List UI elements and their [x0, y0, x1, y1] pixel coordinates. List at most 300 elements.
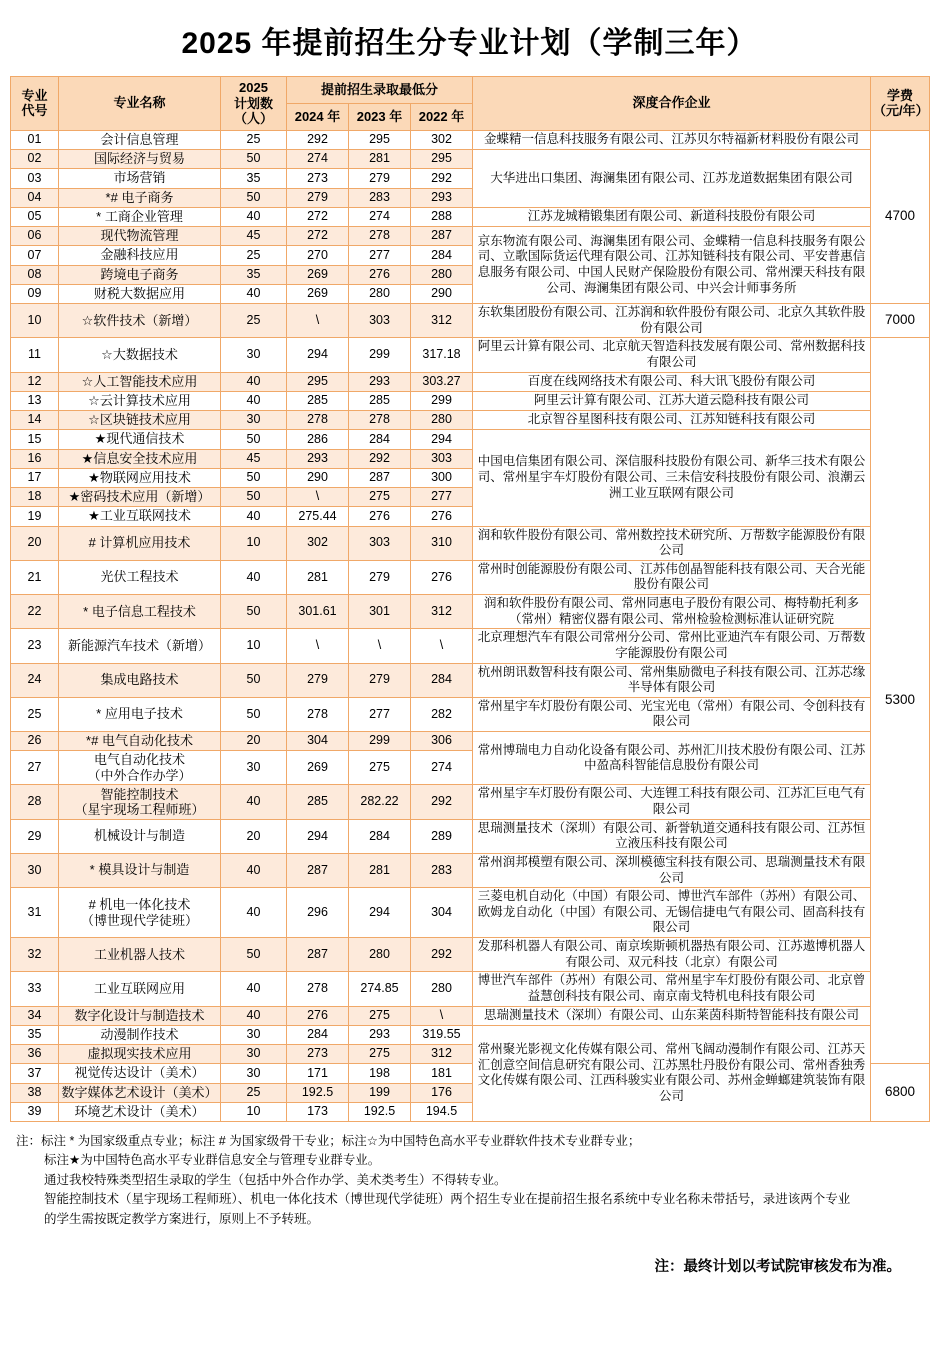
- header-code-line2: 代号: [21, 103, 48, 119]
- cell-plan-count: 30: [221, 1064, 287, 1083]
- cell-company: 杭州朗讯数智科技有限公司、常州集励微电子科技有限公司、江苏芯缘半导体有限公司: [473, 663, 871, 697]
- cell-score-2022: 274: [411, 751, 473, 785]
- cell-company: 百度在线网络技术有限公司、科大讯飞股份有限公司: [473, 372, 871, 391]
- cell-score-2023: 301: [349, 595, 411, 629]
- cell-score-2023: 275: [349, 1045, 411, 1064]
- cell-fee: 4700: [871, 130, 930, 303]
- cell-major-name: 会计信息管理: [59, 130, 221, 149]
- major-name-line2: （中外合作办学）: [87, 767, 192, 783]
- cell-plan-count: 40: [221, 372, 287, 391]
- cell-score-2023: 282.22: [349, 785, 411, 819]
- cell-code: 35: [11, 1025, 59, 1044]
- cell-score-2022: 294: [411, 430, 473, 449]
- cell-plan-count: 20: [221, 732, 287, 751]
- cell-company: 北京智谷星图科技有限公司、江苏知链科技有限公司: [473, 411, 871, 430]
- cell-score-2023: 279: [349, 560, 411, 594]
- cell-score-2023: 283: [349, 188, 411, 207]
- cell-score-2022: 287: [411, 227, 473, 246]
- cell-plan-count: 10: [221, 526, 287, 560]
- cell-score-2024: 273: [287, 169, 349, 188]
- cell-code: 19: [11, 507, 59, 526]
- cell-score-2024: 273: [287, 1045, 349, 1064]
- cell-code: 30: [11, 853, 59, 887]
- cell-code: 32: [11, 938, 59, 972]
- notes-block: [16, 1132, 927, 1229]
- cell-score-2024: 294: [287, 819, 349, 853]
- table-row: [11, 227, 930, 246]
- cell-score-2022: 282: [411, 697, 473, 731]
- cell-major-name: 光伏工程技术: [59, 560, 221, 594]
- cell-score-2024: 278: [287, 411, 349, 430]
- cell-score-2023: 284: [349, 430, 411, 449]
- cell-score-2024: 304: [287, 732, 349, 751]
- table-row: [11, 1006, 930, 1025]
- cell-score-2024: 269: [287, 751, 349, 785]
- cell-score-2022: 312: [411, 304, 473, 338]
- cell-score-2022: 284: [411, 246, 473, 265]
- cell-major-name: 机械设计与制造: [59, 819, 221, 853]
- cell-score-2024: \: [287, 488, 349, 507]
- cell-major-name: ☆区块链技术应用: [59, 411, 221, 430]
- cell-major-name: 市场营销: [59, 169, 221, 188]
- cell-score-2022: 276: [411, 560, 473, 594]
- table-row: [11, 411, 930, 430]
- cell-code: 27: [11, 751, 59, 785]
- cell-score-2023: 280: [349, 284, 411, 303]
- cell-score-2024: 192.5: [287, 1083, 349, 1102]
- cell-fee: 7000: [871, 304, 930, 338]
- cell-score-2023: 281: [349, 853, 411, 887]
- cell-code: 15: [11, 430, 59, 449]
- cell-major-name: 财税大数据应用: [59, 284, 221, 303]
- cell-major-name: ★密码技术应用（新增）: [59, 488, 221, 507]
- cell-score-2023: 285: [349, 391, 411, 410]
- table-row: [11, 130, 930, 149]
- cell-plan-count: 40: [221, 507, 287, 526]
- cell-score-2022: 319.55: [411, 1025, 473, 1044]
- cell-major-name: ★信息安全技术应用: [59, 449, 221, 468]
- cell-score-2022: \: [411, 1006, 473, 1025]
- header-fee: [871, 77, 930, 131]
- header-year-2023: 2023 年: [349, 103, 411, 130]
- cell-major-name: 金融科技应用: [59, 246, 221, 265]
- cell-plan-count: 10: [221, 1102, 287, 1121]
- cell-score-2024: 281: [287, 560, 349, 594]
- cell-major-name: 跨境电子商务: [59, 265, 221, 284]
- cell-score-2022: 317.18: [411, 338, 473, 372]
- cell-score-2022: 312: [411, 1045, 473, 1064]
- cell-plan-count: 40: [221, 1006, 287, 1025]
- cell-score-2023: 303: [349, 526, 411, 560]
- cell-major-name: * 模具设计与制造: [59, 853, 221, 887]
- note-line-5: 的学生需按既定教学方案进行，原则上不予转班。: [44, 1211, 320, 1226]
- cell-code: 37: [11, 1064, 59, 1083]
- cell-score-2022: 312: [411, 595, 473, 629]
- cell-company: 思瑞测量技术（深圳）有限公司、山东莱茵科斯特智能科技有限公司: [473, 1006, 871, 1025]
- cell-score-2022: 310: [411, 526, 473, 560]
- cell-score-2023: 281: [349, 150, 411, 169]
- cell-plan-count: 25: [221, 304, 287, 338]
- cell-plan-count: 40: [221, 284, 287, 303]
- cell-fee: 6800: [871, 1064, 930, 1122]
- cell-plan-count: 50: [221, 150, 287, 169]
- cell-plan-count: 35: [221, 265, 287, 284]
- cell-plan-count: 35: [221, 169, 287, 188]
- table-row: [11, 697, 930, 731]
- cell-company: 大华进出口集团、海澜集团有限公司、江苏龙道数据集团有限公司: [473, 150, 871, 208]
- cell-plan-count: 50: [221, 697, 287, 731]
- table-row: [11, 391, 930, 410]
- cell-score-2022: 280: [411, 411, 473, 430]
- cell-score-2023: 280: [349, 938, 411, 972]
- cell-score-2024: 278: [287, 972, 349, 1006]
- cell-score-2022: 280: [411, 972, 473, 1006]
- cell-major-name: 视觉传达设计（美术）: [59, 1064, 221, 1083]
- cell-plan-count: 50: [221, 663, 287, 697]
- cell-major-name: ☆云计算技术应用: [59, 391, 221, 410]
- cell-score-2022: 176: [411, 1083, 473, 1102]
- cell-score-2023: 279: [349, 663, 411, 697]
- cell-code: 33: [11, 972, 59, 1006]
- cell-plan-count: 50: [221, 938, 287, 972]
- cell-code: 21: [11, 560, 59, 594]
- cell-score-2023: 293: [349, 1025, 411, 1044]
- cell-score-2024: 285: [287, 391, 349, 410]
- cell-score-2023: 293: [349, 372, 411, 391]
- cell-plan-count: 50: [221, 468, 287, 487]
- cell-score-2023: 294: [349, 888, 411, 938]
- major-name-line1: 电气自动化技术: [93, 752, 185, 768]
- cell-score-2023: 284: [349, 819, 411, 853]
- cell-score-2022: 295: [411, 150, 473, 169]
- cell-score-2022: 277: [411, 488, 473, 507]
- cell-plan-count: 40: [221, 888, 287, 938]
- note-line-1: 注：标注 * 为国家级重点专业；标注 # 为国家级骨干专业；标注☆为中国特色高水平专业群软件技术专业群专业；: [16, 1134, 641, 1149]
- table-row: [11, 663, 930, 697]
- cell-major-name: [59, 785, 221, 819]
- cell-code: 36: [11, 1045, 59, 1064]
- cell-major-name: 国际经济与贸易: [59, 150, 221, 169]
- cell-major-name: * 工商企业管理: [59, 207, 221, 226]
- table-row: [11, 629, 930, 663]
- table-row: [11, 732, 930, 751]
- table-row: [11, 1025, 930, 1044]
- footnote: 注：最终计划以考试院审核发布为准。: [654, 1258, 901, 1275]
- table-row: [11, 560, 930, 594]
- cell-company: 常州聚光影视文化传媒有限公司、常州飞阔动漫制作有限公司、江苏天汇创意空间信息研究有限公司、江苏黑牡丹股份有限公司、常州香独秀文化传媒有限公司、江西科骏实业有限公司、苏州金蝉螂建筑装饰有限公司: [473, 1025, 871, 1121]
- cell-code: 20: [11, 526, 59, 560]
- cell-score-2023: 275: [349, 488, 411, 507]
- cell-company: 常州润邦模塑有限公司、深圳模德宝科技有限公司、思瑞测量技术有限公司: [473, 853, 871, 887]
- cell-score-2024: 290: [287, 468, 349, 487]
- cell-score-2024: 287: [287, 853, 349, 887]
- cell-plan-count: 40: [221, 853, 287, 887]
- cell-plan-count: 40: [221, 207, 287, 226]
- cell-score-2022: 292: [411, 785, 473, 819]
- cell-company: 博世汽车部件（苏州）有限公司、常州星宇车灯股份有限公司、北京曾益慧创科技有限公司、南京南戈特机电科技有限公司: [473, 972, 871, 1006]
- table-row: [11, 972, 930, 1006]
- cell-code: 17: [11, 468, 59, 487]
- cell-major-name: *# 电气自动化技术: [59, 732, 221, 751]
- cell-score-2024: 295: [287, 372, 349, 391]
- cell-score-2023: 276: [349, 265, 411, 284]
- cell-code: 05: [11, 207, 59, 226]
- cell-plan-count: 25: [221, 1083, 287, 1102]
- table-row: [11, 207, 930, 226]
- header-year-2022: 2022 年: [411, 103, 473, 130]
- cell-score-2022: 300: [411, 468, 473, 487]
- cell-major-name: ☆大数据技术: [59, 338, 221, 372]
- cell-code: 22: [11, 595, 59, 629]
- cell-score-2022: 303.27: [411, 372, 473, 391]
- cell-code: 14: [11, 411, 59, 430]
- cell-major-name: 工业互联网应用: [59, 972, 221, 1006]
- cell-major-name: ☆软件技术（新增）: [59, 304, 221, 338]
- cell-score-2022: 303: [411, 449, 473, 468]
- cell-code: 03: [11, 169, 59, 188]
- cell-major-name: [59, 751, 221, 785]
- cell-score-2022: 288: [411, 207, 473, 226]
- cell-score-2024: 287: [287, 938, 349, 972]
- table-header: [11, 77, 930, 131]
- cell-score-2024: 171: [287, 1064, 349, 1083]
- cell-code: 34: [11, 1006, 59, 1025]
- cell-code: 11: [11, 338, 59, 372]
- cell-score-2022: 290: [411, 284, 473, 303]
- cell-score-2024: 272: [287, 207, 349, 226]
- cell-code: 39: [11, 1102, 59, 1121]
- cell-plan-count: 30: [221, 411, 287, 430]
- cell-score-2023: 278: [349, 227, 411, 246]
- table-row: [11, 430, 930, 449]
- cell-major-name: *# 电子商务: [59, 188, 221, 207]
- cell-score-2024: 285: [287, 785, 349, 819]
- enrollment-plan-table: [10, 76, 930, 1122]
- cell-score-2024: 286: [287, 430, 349, 449]
- cell-code: 29: [11, 819, 59, 853]
- cell-major-name: ☆人工智能技术应用: [59, 372, 221, 391]
- cell-plan-count: 50: [221, 188, 287, 207]
- cell-score-2022: 304: [411, 888, 473, 938]
- page-root: [0, 18, 939, 1348]
- cell-score-2024: 272: [287, 227, 349, 246]
- cell-plan-count: 30: [221, 338, 287, 372]
- table-row: [11, 938, 930, 972]
- cell-major-name: 集成电路技术: [59, 663, 221, 697]
- cell-code: 07: [11, 246, 59, 265]
- cell-score-2023: 277: [349, 246, 411, 265]
- header-year-2024: 2024 年: [287, 103, 349, 130]
- cell-score-2023: 287: [349, 468, 411, 487]
- cell-plan-count: 50: [221, 430, 287, 449]
- cell-major-name: 数字化设计与制造技术: [59, 1006, 221, 1025]
- cell-major-name: 环境艺术设计（美术）: [59, 1102, 221, 1121]
- cell-score-2022: 289: [411, 819, 473, 853]
- cell-plan-count: 30: [221, 1045, 287, 1064]
- cell-score-2024: 292: [287, 130, 349, 149]
- cell-code: 06: [11, 227, 59, 246]
- cell-company: 阿里云计算有限公司、北京航天智造科技发展有限公司、常州数据科技有限公司: [473, 338, 871, 372]
- cell-score-2024: 293: [287, 449, 349, 468]
- cell-company: 北京理想汽车有限公司常州分公司、常州比亚迪汽车有限公司、万帮数字能源股份有限公司: [473, 629, 871, 663]
- cell-code: 10: [11, 304, 59, 338]
- header-code: [11, 77, 59, 131]
- cell-score-2024: 173: [287, 1102, 349, 1121]
- cell-score-2024: 284: [287, 1025, 349, 1044]
- cell-company: 发那科机器人有限公司、南京埃斯顿机器热有限公司、江苏遨博机器人有限公司、双元科技（北京）有限公司: [473, 938, 871, 972]
- table-row: [11, 338, 930, 372]
- cell-score-2022: 280: [411, 265, 473, 284]
- table-row: [11, 888, 930, 938]
- header-plan-line2: 计划数（人）: [233, 95, 273, 127]
- cell-code: 02: [11, 150, 59, 169]
- cell-company: 阿里云计算有限公司、江苏大道云隐科技有限公司: [473, 391, 871, 410]
- cell-score-2024: \: [287, 629, 349, 663]
- header-major-name: 专业名称: [59, 77, 221, 131]
- cell-score-2024: 278: [287, 697, 349, 731]
- cell-score-2023: 199: [349, 1083, 411, 1102]
- cell-code: 01: [11, 130, 59, 149]
- cell-major-name: 现代物流管理: [59, 227, 221, 246]
- note-line-3: 通过我校特殊类型招生录取的学生（包括中外合作办学、美术类考生）不得转专业。: [44, 1172, 507, 1187]
- cell-score-2022: 306: [411, 732, 473, 751]
- cell-score-2023: 277: [349, 697, 411, 731]
- cell-code: 04: [11, 188, 59, 207]
- cell-plan-count: 40: [221, 972, 287, 1006]
- header-row-1: [11, 77, 930, 104]
- cell-major-name: 虚拟现实技术应用: [59, 1045, 221, 1064]
- major-name-line1: 智能控制技术: [100, 786, 179, 802]
- cell-fee: 5300: [871, 338, 930, 1064]
- cell-score-2022: 299: [411, 391, 473, 410]
- major-name-line2: （博世现代学徒班）: [80, 912, 198, 928]
- cell-plan-count: 30: [221, 751, 287, 785]
- note-line-4: 智能控制技术（星宇现场工程师班）、机电一体化技术（博世现代学徒班）两个招生专业在提前招生报名系统中专业名称未带括号，录进该两个专业: [44, 1192, 851, 1207]
- table-body: [11, 130, 930, 1121]
- cell-score-2023: 292: [349, 449, 411, 468]
- cell-score-2024: 269: [287, 265, 349, 284]
- cell-plan-count: 40: [221, 391, 287, 410]
- cell-major-name: 新能源汽车技术（新增）: [59, 629, 221, 663]
- cell-major-name: * 应用电子技术: [59, 697, 221, 731]
- cell-company: 常州星宇车灯股份有限公司、大连锂工科技有限公司、江苏汇巨电气有限公司: [473, 785, 871, 819]
- cell-code: 26: [11, 732, 59, 751]
- cell-plan-count: 10: [221, 629, 287, 663]
- cell-company: 京东物流有限公司、海澜集团有限公司、金蝶精一信息科技服务有限公司、立歌国际货运代理有限公司、江苏知链科技有限公司、平安普惠信息服务有限公司、中国人民财产保险股份有限公司、常州溧天科技有限公司、海澜集团有限公司、中兴会计师事务所: [473, 227, 871, 304]
- cell-score-2023: 276: [349, 507, 411, 526]
- cell-score-2024: 276: [287, 1006, 349, 1025]
- cell-score-2024: 279: [287, 188, 349, 207]
- cell-code: 16: [11, 449, 59, 468]
- cell-code: 24: [11, 663, 59, 697]
- cell-plan-count: 50: [221, 488, 287, 507]
- cell-company: 东软集团股份有限公司、江苏润和软件股份有限公司、北京久其软件股份有限公司: [473, 304, 871, 338]
- cell-plan-count: 20: [221, 819, 287, 853]
- header-plan-line1: 2025: [239, 80, 268, 95]
- cell-code: 28: [11, 785, 59, 819]
- cell-major-name: ★现代通信技术: [59, 430, 221, 449]
- cell-major-name: 工业机器人技术: [59, 938, 221, 972]
- cell-plan-count: 40: [221, 785, 287, 819]
- cell-code: 13: [11, 391, 59, 410]
- cell-company: 江苏龙城精锻集团有限公司、新道科技股份有限公司: [473, 207, 871, 226]
- cell-score-2023: 275: [349, 1006, 411, 1025]
- cell-score-2022: 194.5: [411, 1102, 473, 1121]
- cell-code: 23: [11, 629, 59, 663]
- table-row: [11, 785, 930, 819]
- cell-score-2023: 275: [349, 751, 411, 785]
- cell-company: 常州时创能源股份有限公司、江苏伟创晶智能科技有限公司、天合光能股份有限公司: [473, 560, 871, 594]
- cell-score-2024: 275.44: [287, 507, 349, 526]
- cell-company: 思瑞测量技术（深圳）有限公司、新誉轨道交通科技有限公司、江苏恒立液压科技有限公司: [473, 819, 871, 853]
- cell-code: 31: [11, 888, 59, 938]
- cell-major-name: 动漫制作技术: [59, 1025, 221, 1044]
- cell-score-2022: 181: [411, 1064, 473, 1083]
- header-company: 深度合作企业: [473, 77, 871, 131]
- cell-major-name: * 电子信息工程技术: [59, 595, 221, 629]
- cell-score-2023: 198: [349, 1064, 411, 1083]
- cell-score-2022: 302: [411, 130, 473, 149]
- cell-score-2022: 293: [411, 188, 473, 207]
- cell-company: 润和软件股份有限公司、常州同惠电子股份有限公司、梅特勒托利多（常州）精密仪器有限公司、常州检验检测标准认证研究院: [473, 595, 871, 629]
- cell-plan-count: 25: [221, 246, 287, 265]
- cell-score-2024: 301.61: [287, 595, 349, 629]
- cell-score-2022: 292: [411, 938, 473, 972]
- cell-major-name: 数字媒体艺术设计（美术）: [59, 1083, 221, 1102]
- cell-plan-count: 25: [221, 130, 287, 149]
- table-row: [11, 853, 930, 887]
- header-fee-line2: （元/年）: [873, 103, 929, 119]
- cell-score-2024: \: [287, 304, 349, 338]
- cell-plan-count: 45: [221, 449, 287, 468]
- cell-company: 常州星宇车灯股份有限公司、光宝光电（常州）有限公司、令创科技有限公司: [473, 697, 871, 731]
- cell-major-name: # 计算机应用技术: [59, 526, 221, 560]
- major-name-line1: # 机电一体化技术: [88, 897, 191, 913]
- cell-score-2023: 274.85: [349, 972, 411, 1006]
- cell-score-2023: 299: [349, 338, 411, 372]
- header-plan-count: [221, 77, 287, 131]
- cell-score-2023: 295: [349, 130, 411, 149]
- page-title: 2025 年提前招生分专业计划（学制三年）: [181, 27, 758, 60]
- note-line-2: 标注★为中国特色高水平专业群信息安全与管理专业群专业。: [44, 1153, 381, 1168]
- header-code-line1: 专业: [21, 87, 48, 103]
- cell-score-2023: 278: [349, 411, 411, 430]
- cell-major-name: ★物联网应用技术: [59, 468, 221, 487]
- cell-score-2023: 299: [349, 732, 411, 751]
- cell-score-2024: 279: [287, 663, 349, 697]
- cell-code: 09: [11, 284, 59, 303]
- cell-score-2023: 274: [349, 207, 411, 226]
- header-fee-line1: 学费: [886, 87, 913, 103]
- cell-score-2022: 284: [411, 663, 473, 697]
- cell-score-2023: \: [349, 629, 411, 663]
- cell-company: 中国电信集团有限公司、深信服科技股份有限公司、新华三技术有限公司、常州星宇车灯股份有限公司、三未信安科技股份有限公司、浪潮云洲工业互联网有限公司: [473, 430, 871, 526]
- cell-major-name: [59, 888, 221, 938]
- cell-company: 三菱电机自动化（中国）有限公司、博世汽车部件（苏州）有限公司、欧姆龙自动化（中国）有限公司、无锡信捷电气有限公司、固高科技有限公司: [473, 888, 871, 938]
- table-row: [11, 819, 930, 853]
- cell-score-2022: 292: [411, 169, 473, 188]
- cell-score-2022: 283: [411, 853, 473, 887]
- cell-score-2024: 274: [287, 150, 349, 169]
- header-score-group: 提前招生录取最低分: [287, 77, 473, 104]
- table-row: [11, 595, 930, 629]
- cell-plan-count: 45: [221, 227, 287, 246]
- cell-company: 常州博瑞电力自动化设备有限公司、苏州汇川技术股份有限公司、江苏中盈高科智能信息股份有限公司: [473, 732, 871, 785]
- table-row: [11, 526, 930, 560]
- cell-plan-count: 40: [221, 560, 287, 594]
- cell-score-2023: 279: [349, 169, 411, 188]
- major-name-line2: （星宇现场工程师班）: [74, 802, 205, 818]
